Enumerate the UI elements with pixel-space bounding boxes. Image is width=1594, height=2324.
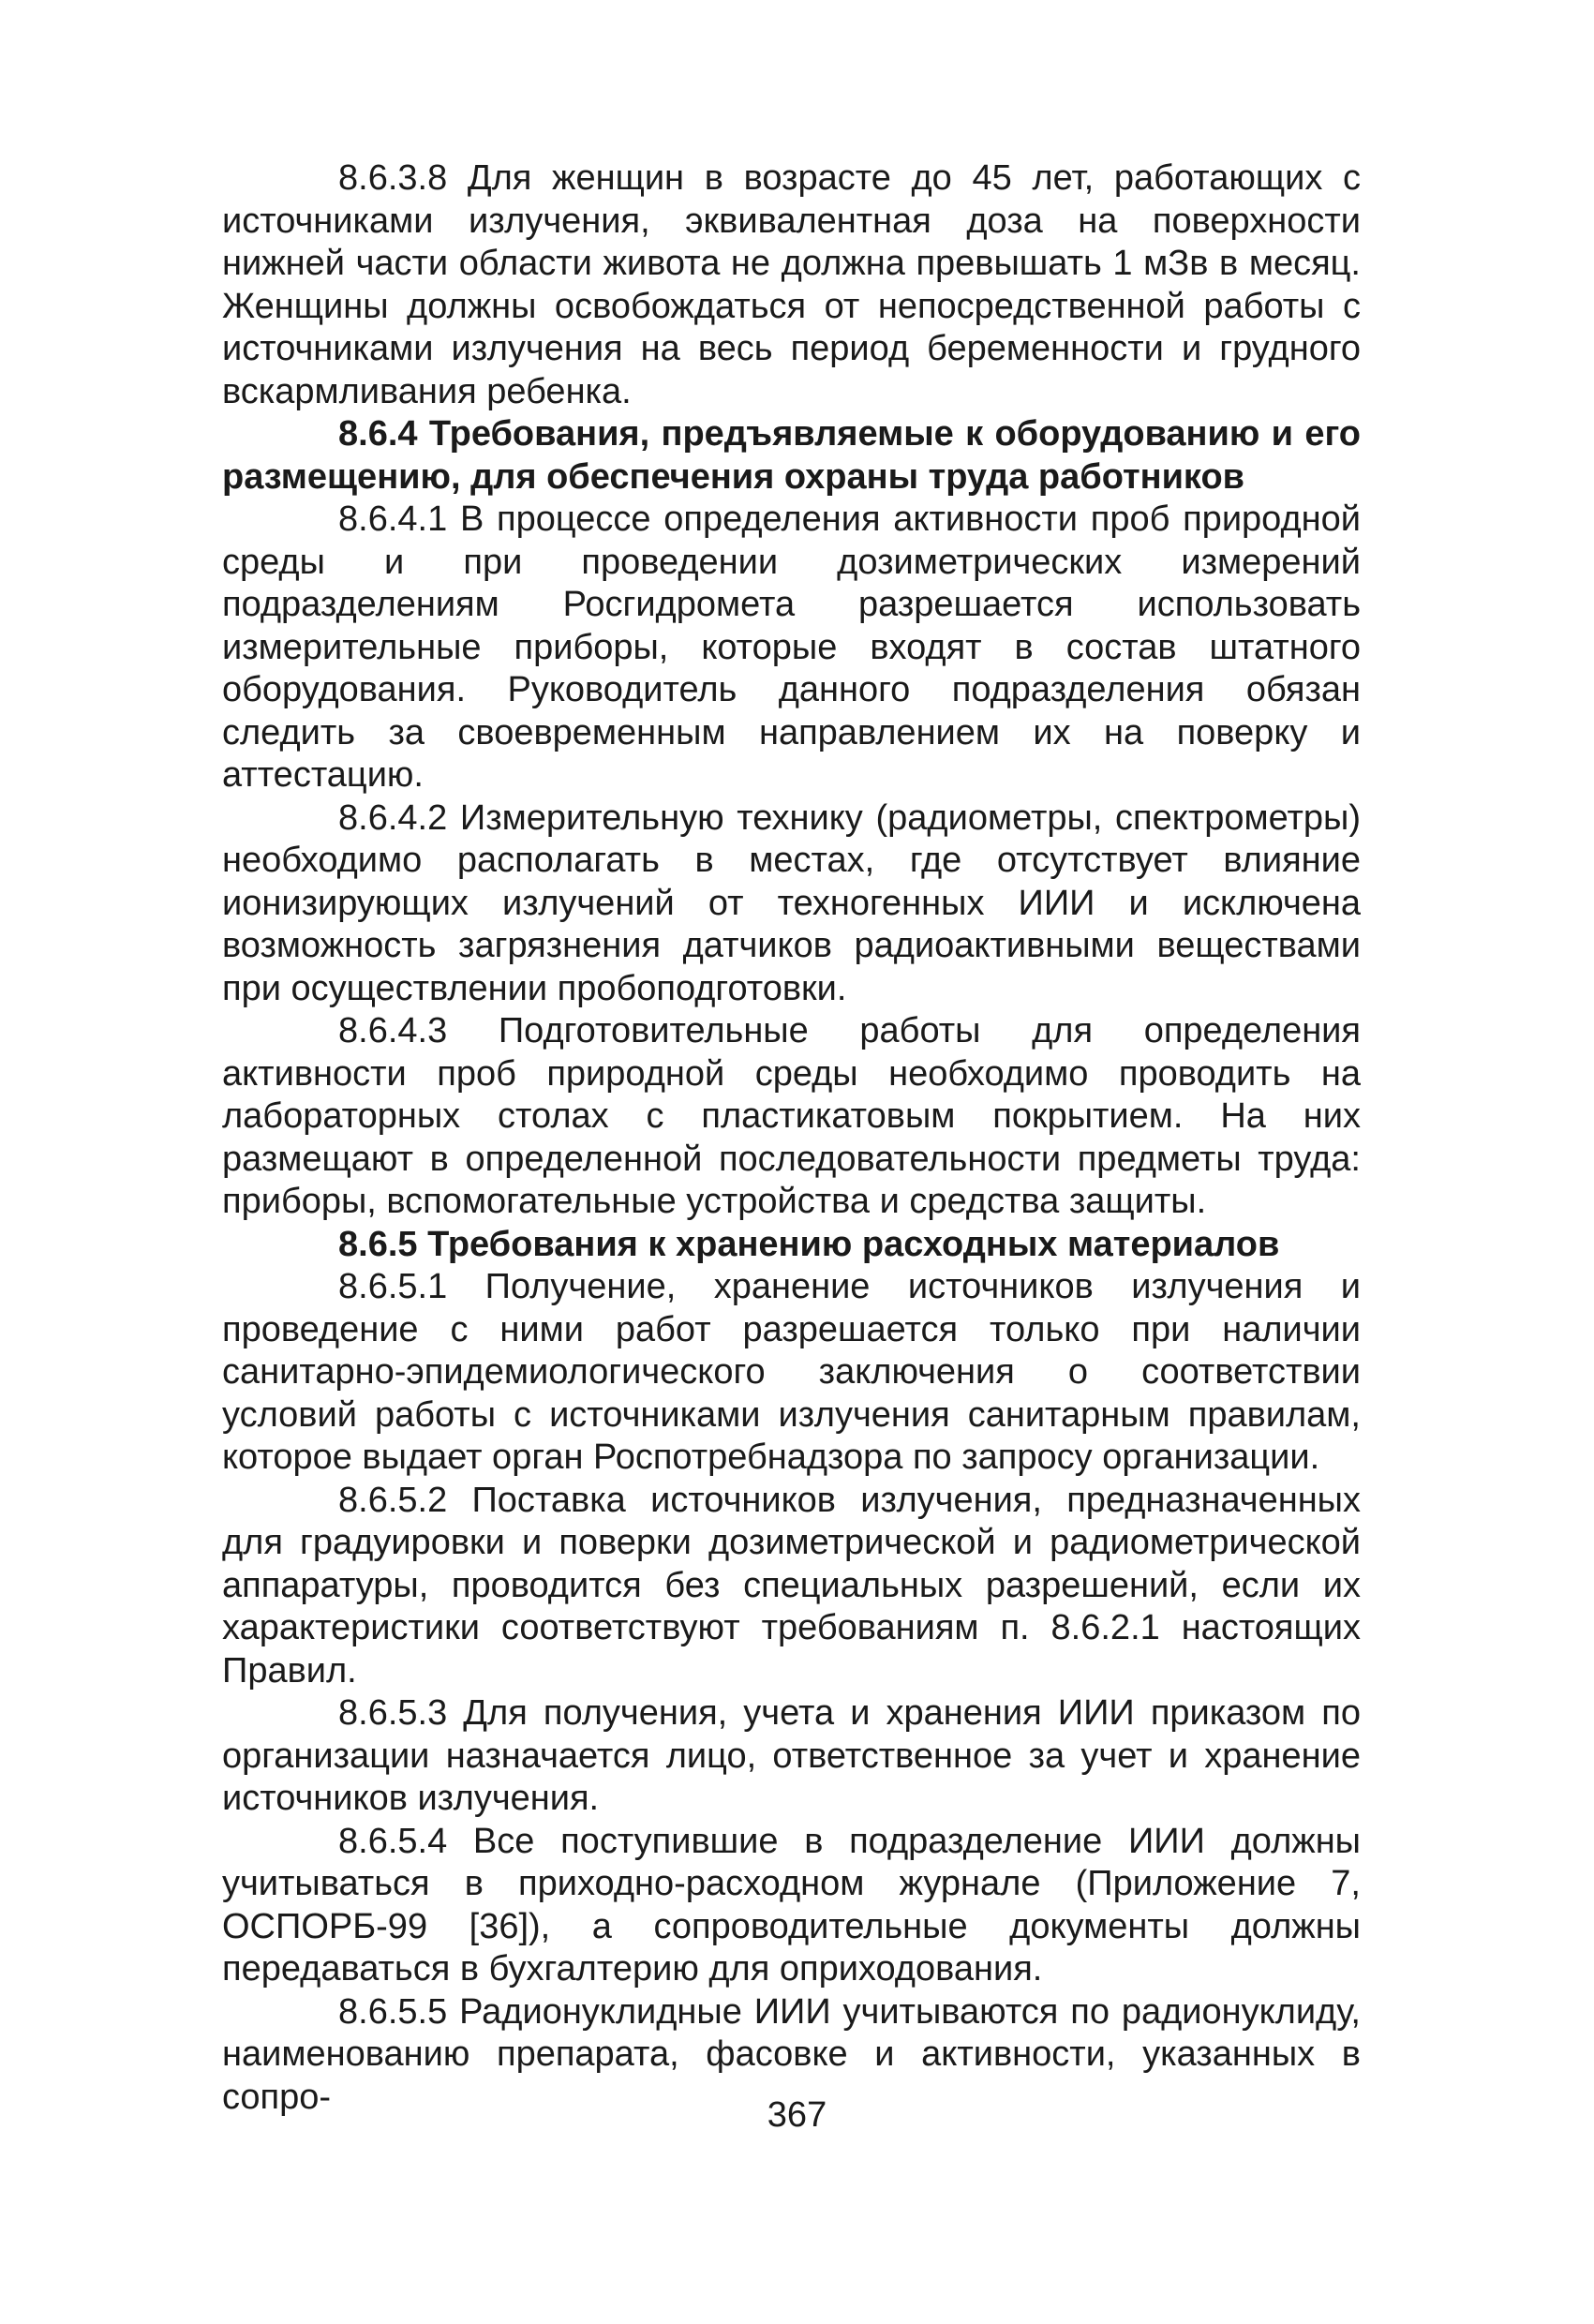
paragraph-8-6-4-2: 8.6.4.2 Измерительную технику (радиометры, спектрометры) необходимо располагать в местах, где отсутствует влияние ионизирующих излучений от техногенных ИИИ и исключена возможность загрязнения датчиков радиоактивными веществами при осуществлении пробоподготовки. — [222, 797, 1361, 1008]
paragraph-8-6-5-5: 8.6.5.5 Радионуклидные ИИИ учитываются по радионуклиду, наименованию препарата, фасовке и активности, указанных в сопро- — [222, 1991, 1361, 2117]
section-heading-8-6-4: 8.6.4 Требования, предъявляемые к оборудованию и его размещению, для обеспечения охраны труда работников — [222, 414, 1361, 497]
paragraph-8-6-5-2: 8.6.5.2 Поставка источников излучения, предназначенных для градуировки и поверки дозиметрической и радиометрической аппаратуры, проводится без специальных разрешений, если их характеристики соответствуют требованиям п. 8.6.2.1 настоящих Правил. — [222, 1480, 1361, 1691]
paragraph-8-6-5-4: 8.6.5.4 Все поступившие в подразделение ИИИ должны учитываться в приходно-расходном журнале (Приложение 7, ОСПОРБ-99 [36]), а сопроводительные документы должны передаваться в бухгалтерию для оприходования. — [222, 1821, 1361, 1989]
paragraph-8-6-4-3: 8.6.4.3 Подготовительные работы для определения активности проб природной среды необходимо проводить на лабораторных столах с пластикатовым покрытием. На них размещают в определенной последовательности предметы труда: приборы, вспомогательные устройства и средства защиты. — [222, 1011, 1361, 1221]
paragraph-8-6-5-3: 8.6.5.3 Для получения, учета и хранения ИИИ приказом по организации назначается лицо, ответственное за учет и хранение источников излучения. — [222, 1693, 1361, 1818]
paragraph-8-6-3-8: 8.6.3.8 Для женщин в возрасте до 45 лет, работающих с источниками излучения, эквивалентная доза на поверхности нижней части области живота не должна превышать 1 мЗв в месяц. Женщины должны освобождаться от непосредственной работы с источниками излучения на весь период беременности и грудного вскармливания ребенка. — [222, 158, 1361, 411]
paragraph-8-6-4-1: 8.6.4.1 В процессе определения активности проб природной среды и при проведении дозиметрических измерений подразделениям Росгидромета разрешается использовать измерительные приборы, которые входят в состав штатного оборудования. Руководитель данного подразделения обязан следить за своевременным направлением их на поверку и аттестацию. — [222, 499, 1361, 795]
document-page — [222, 157, 1361, 2119]
section-heading-8-6-5: 8.6.5 Требования к хранению расходных материалов — [338, 1224, 1280, 1264]
paragraph-8-6-5-1: 8.6.5.1 Получение, хранение источников излучения и проведение с ними работ разрешается только при наличии санитарно-эпидемиологического заключения о соответствии условий работы с источниками излучения санитарным правилам, которое выдает орган Роспотребнадзора по запросу организации. — [222, 1267, 1361, 1477]
page-number: 367 — [767, 2095, 827, 2135]
